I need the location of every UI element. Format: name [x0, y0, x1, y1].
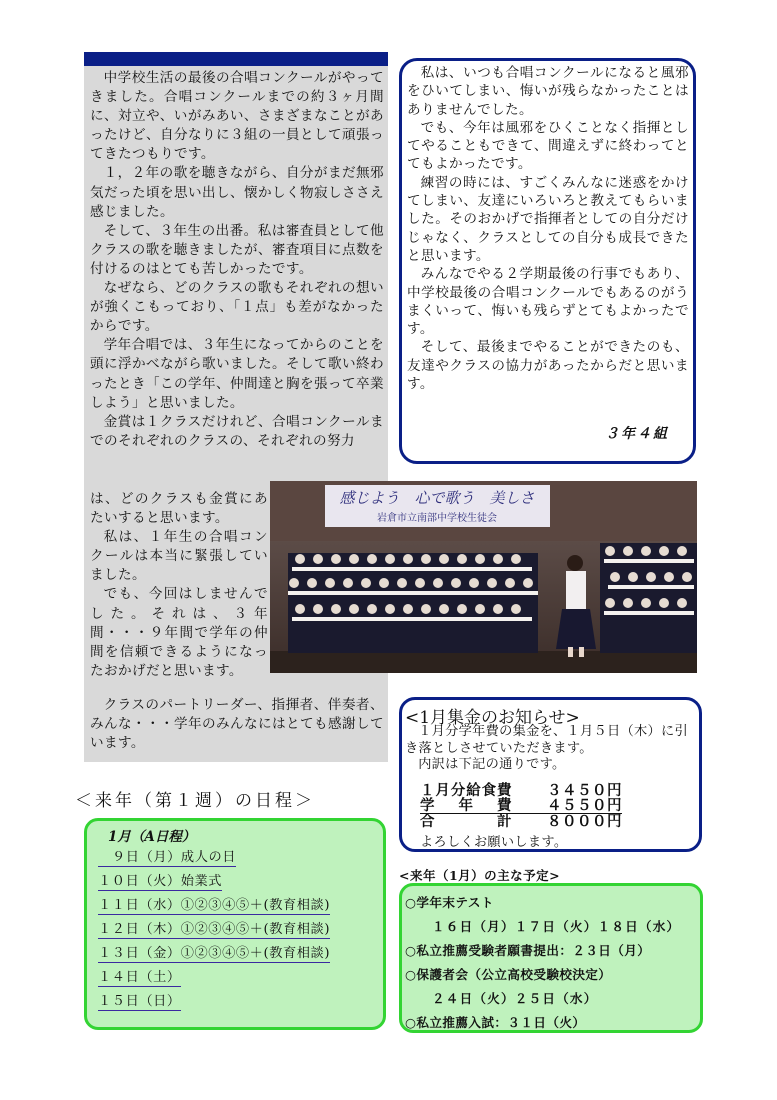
essay-paragraph: １，２年の歌を聴きながら、自分がまだ無邪気だった頃を思い出し、懐かしく物寂しささえ感じました。 [90, 165, 384, 220]
fee-row-total [420, 814, 622, 829]
collection-body-line: 内訳は下記の通りです。 [418, 757, 566, 772]
essay-text-middle [90, 490, 268, 681]
jan-plan-line: ○保護者会（公立高校受験校決定） [405, 967, 612, 982]
essay-paragraph: 学年合唱では、３年生になってからのことを頭に浮かべながら歌いました。そして歌い終わったとき「この学年、仲間達と胸を張って卒業しよう」と思いました。 [90, 337, 384, 411]
fee-label: 合計 [420, 813, 512, 830]
fee-row [420, 783, 622, 798]
fee-label: 学年費 [420, 797, 512, 814]
photo-banner-text: 感じよう 心で歌う 美しさ [339, 489, 535, 507]
jan-plan-line: ○私立推薦受験者願書提出：２３日（月） [405, 943, 651, 958]
week-schedule-item: ９日（月）成人の日 [98, 849, 236, 867]
note-paragraph: でも、今年は風邪をひくことなく指揮としてやることもできて、間違えずに終わってとてもよかったです。 [407, 119, 689, 173]
note-paragraph: みんなでやる２学期最後の行事でもあり、中学校最後の合唱コンクールでもあるのがうまくいって、悔いも残らずとてもよかったです。 [407, 266, 689, 338]
essay-paragraph: 私は、１年生の合唱コンクールは本当に緊張していました。 [90, 529, 268, 584]
note-paragraph: そして、最後までやることができたのも、友達やクラスの協力があったからだと思います。 [407, 339, 689, 393]
essay-paragraph: そして、３年生の出番。私は審査員として他クラスの歌を聴きましたが、審査項目に点数を付けるのはとても苦しかったです。 [90, 222, 384, 277]
essay-paragraph: クラスのパートリーダー、指揮者、伴奏者、みんな・・・学年のみんなにはとても感謝しています。 [90, 697, 384, 752]
week-schedule-title: 1月（A日程） [108, 829, 196, 845]
essay-text-upper [90, 69, 384, 451]
fee-label: １月分給食費 [420, 782, 512, 799]
note-paragraph: 私は、いつも合唱コンクールになると風邪をひいてしまい、悔いが残らなかったことはありませんでした。 [407, 65, 689, 118]
week-schedule-heading: ＜来年（第１週）の日程＞ [75, 791, 315, 811]
fee-row [420, 798, 622, 814]
fee-table [420, 783, 622, 829]
week-schedule-item: １０日（火）始業式 [98, 874, 223, 889]
fee-amount: ３４５０円 [547, 782, 622, 799]
choir-photo-illustration [270, 481, 697, 673]
conductor-note-text [407, 64, 689, 393]
jan-plan-line: ２４日（火）２５日（水） [432, 991, 598, 1006]
essay-paragraph: 金賞は１クラスだけれど、合唱コンクールまでのそれぞれのクラスの、それぞれの努力 [90, 413, 384, 449]
collection-body-line: １月分学年費の集金を、１月５日（木）に引き落としさせていただきます。 [405, 724, 688, 756]
week-schedule-item: １３日（金）①②③④⑤＋(教育相談) [98, 946, 331, 961]
week-schedule-item: １５日（日） [98, 994, 181, 1009]
essay-paragraph: は、どのクラスも金賞にあたいすると思います。 [90, 491, 268, 527]
jan-plan-line: １６日（月）１７日（火）１８日（水） [432, 919, 681, 934]
jan-plan-line: ○私立推薦入試：３１日（火） [405, 1015, 586, 1030]
essay-text-lower [90, 696, 384, 753]
essay-paragraph: なぜなら、どのクラスの歌もそれぞれの想いが強くこもっており、「１点」も差がなかったからです。 [90, 280, 384, 335]
note-paragraph: 練習の時には、すごくみんなに迷惑をかけてしまい、友達にいろいろと教えてもらいました。そのおかげで指揮者としての自分だけじゃなく、クラスとしての自分も成長できたと思います。 [407, 174, 689, 264]
fee-amount: ８０００円 [547, 813, 622, 830]
collection-notice-body [405, 724, 697, 774]
week-schedule-item: １１日（水）①②③④⑤＋(教育相談) [98, 898, 331, 913]
essay-header-bar [84, 52, 388, 66]
photo-banner-subtext: 岩倉市立南部中学校生徒会 [377, 513, 497, 524]
essay-paragraph: でも、今回はしませんでした。それは、３年間・・・９年間で学年の仲間を信頼できるようになったおかげだと思います。 [90, 586, 268, 679]
collection-notice-title: <1月集金のお知らせ> [405, 708, 580, 728]
essay-paragraph: 中学校生活の最後の合唱コンクールがやってきました。合唱コンクールまでの約３ヶ月間に、対立や、いがみあい、さまざまなことがあったけど、自分なりに３組の一員として頑張ってきたつもりです。 [90, 70, 384, 163]
jan-plan-line: ○学年末テスト [405, 895, 494, 910]
note-signature: ３年４組 [605, 426, 669, 442]
collection-closing: よろしくお願いします。 [420, 835, 568, 850]
week-schedule-item: １４日（土） [98, 970, 181, 985]
week-schedule-item: １２日（木）①②③④⑤＋(教育相談) [98, 922, 331, 937]
jan-plan-heading: <来年（1月）の主な予定> [399, 868, 561, 883]
fee-amount: ４５５０円 [512, 798, 622, 814]
choir-photo [270, 481, 697, 673]
